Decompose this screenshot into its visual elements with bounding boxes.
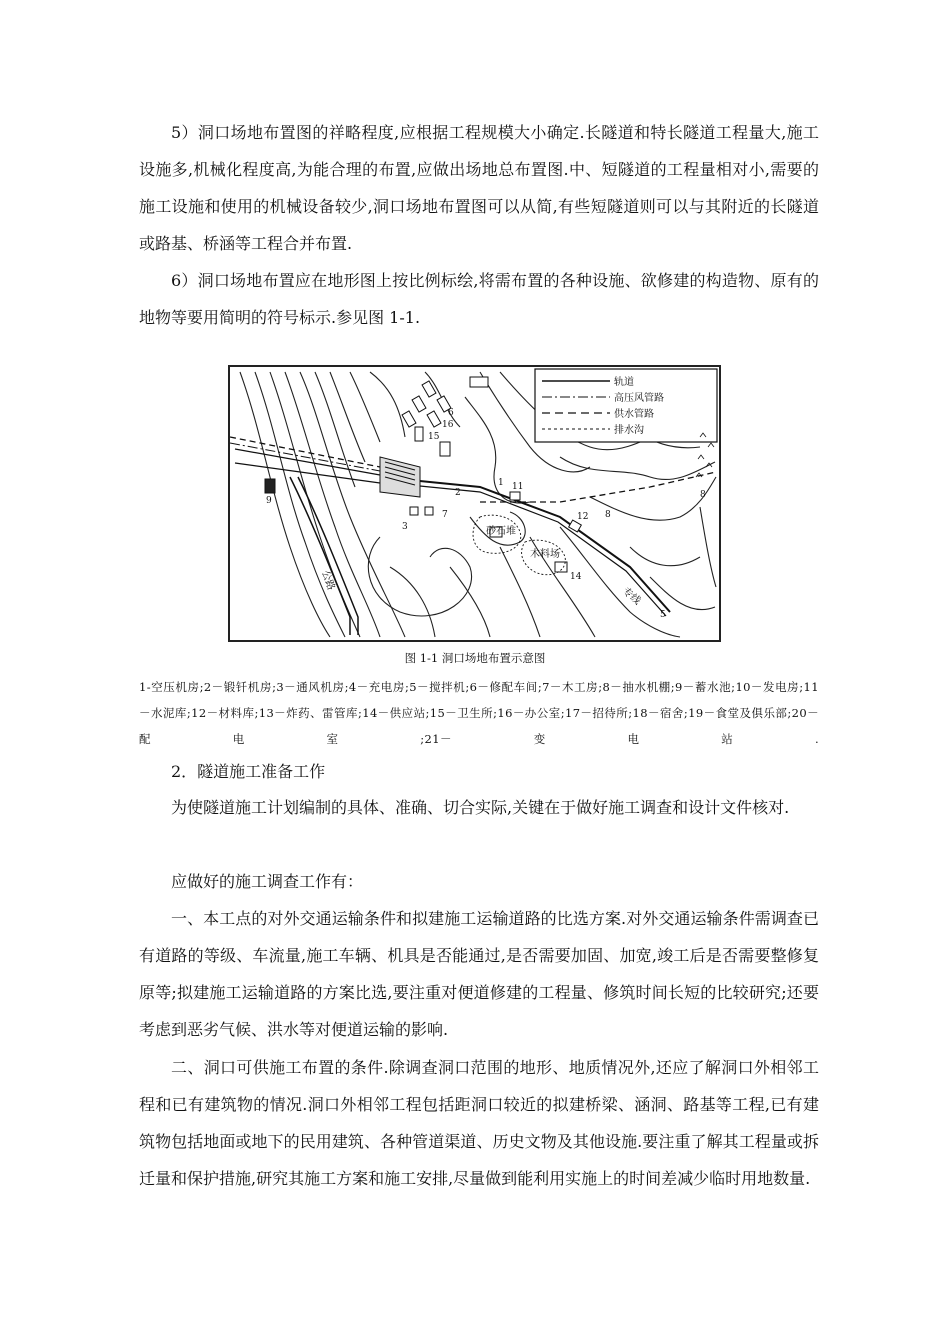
facility-number: 6 [448,408,454,418]
facility-number: 15 [428,432,440,442]
main-rail-track [235,449,670,616]
timber-yard-label: 木料场 [530,549,560,560]
facility-number: 8 [605,510,611,520]
paragraph-5: 5）洞口场地布置图的祥略程度,应根据工程规模大小确定.长隧道和特长隧道工程量大,施工设施多,机械化程度高,为能合理的布置,应做出场地总布置图.中、短隧道的工程量相对小,需要的施工设施和使用的机械设备较少,洞口场地布置图可以从简,有些短隧道则可以与其附近的长隧道或路基、桥涵等工程合并布置. [139,123,819,253]
facility-number: 1 [498,478,504,488]
figure-legend-note: 1-空压机房;2－锻钎机房;3－通风机房;4－充电房;5－搅拌机;6－修配车间;7－木工房;8－抽水机棚;9－蓄水池;10－发电房;11－水泥库;12－材料库;13－炸药、雷管库;14－供应站;15－卫生所;16－办公室;17－招待所;18－宿舍;19－食堂及俱乐部;20－配电室;21－变电站. [139,680,819,746]
facility-number: 14 [570,572,582,582]
legend-rail-label: 轨道 [614,377,634,388]
facility-number: 5 [660,610,666,620]
facility-number: 9 [266,496,272,506]
paragraph-survey-intro: 应做好的施工调查工作有： [171,872,364,891]
legend-air-label: 高压风管路 [614,393,664,404]
paragraph-survey-item-1: 一、本工点的对外交通运输条件和拟建施工运输道路的比选方案.对外交通运输条件需调查已有道路的等级、车流量,施工车辆、机具是否能通过,是否需要加固、加宽,竣工后是否需要整修复原等;拟建施工运输道路的方案比选,要注重对便道修建的工程量、修筑时间长短的比较研究;还要考虑到恶劣气候、洪水等对便道运输的影响. [139,909,819,1039]
section-heading: 2．隧道施工准备工作 [171,762,326,781]
paragraph-6: 6）洞口场地布置应在地形图上按比例标绘,将需布置的各种设施、欲修建的构造物、原有的地物等要用简明的符号标示.参见图 1-1. [139,271,819,327]
facility-number: 7 [442,510,448,520]
tunnel-portal [380,457,420,497]
sand-yard-label: 砂石堆 [486,526,516,537]
site-layout-figure [228,365,721,642]
air-pipeline [230,443,380,471]
facility-number: 11 [512,482,524,492]
figure-caption: 图 1-1 洞口场地布置示意图 [404,651,546,665]
facility-number: 2 [455,488,461,498]
paragraph-purpose: 为使隧道施工计划编制的具体、准确、切合实际,关键在于做好施工调查和设计文件核对. [171,798,790,817]
yard-outlines [473,515,565,575]
water-pipeline [230,437,716,502]
facility-number: 8 [700,490,706,500]
facility-number: 12 [577,512,589,522]
paragraph-survey-item-2: 二、洞口可供施工布置的条件.除调查洞口范围的地形、地质情况外,还应了解洞口外相邻工程和已有建筑物的情况.洞口外相邻工程包括距洞口较近的拟建桥梁、涵洞、路基等工程,已有建筑物包括地面或地下的民用建筑、各种管道渠道、历史文物及其他设施.要注重了解其工程量或拆迁量和保护措施,研究其施工方案和施工安排,尽量做到能利用实施上的时间差减少临时用地数量. [139,1058,819,1188]
legend-box [535,369,717,442]
legend-water-label: 供水管路 [614,409,654,420]
highway [290,477,358,635]
site-layout-map [230,367,719,640]
facility-number: 3 [402,522,408,532]
facility-number: 16 [442,420,454,430]
road-label: 公路 [319,569,337,592]
legend-drain-label: 排水沟 [614,425,644,436]
rail-line-label: 专线 [620,585,643,608]
